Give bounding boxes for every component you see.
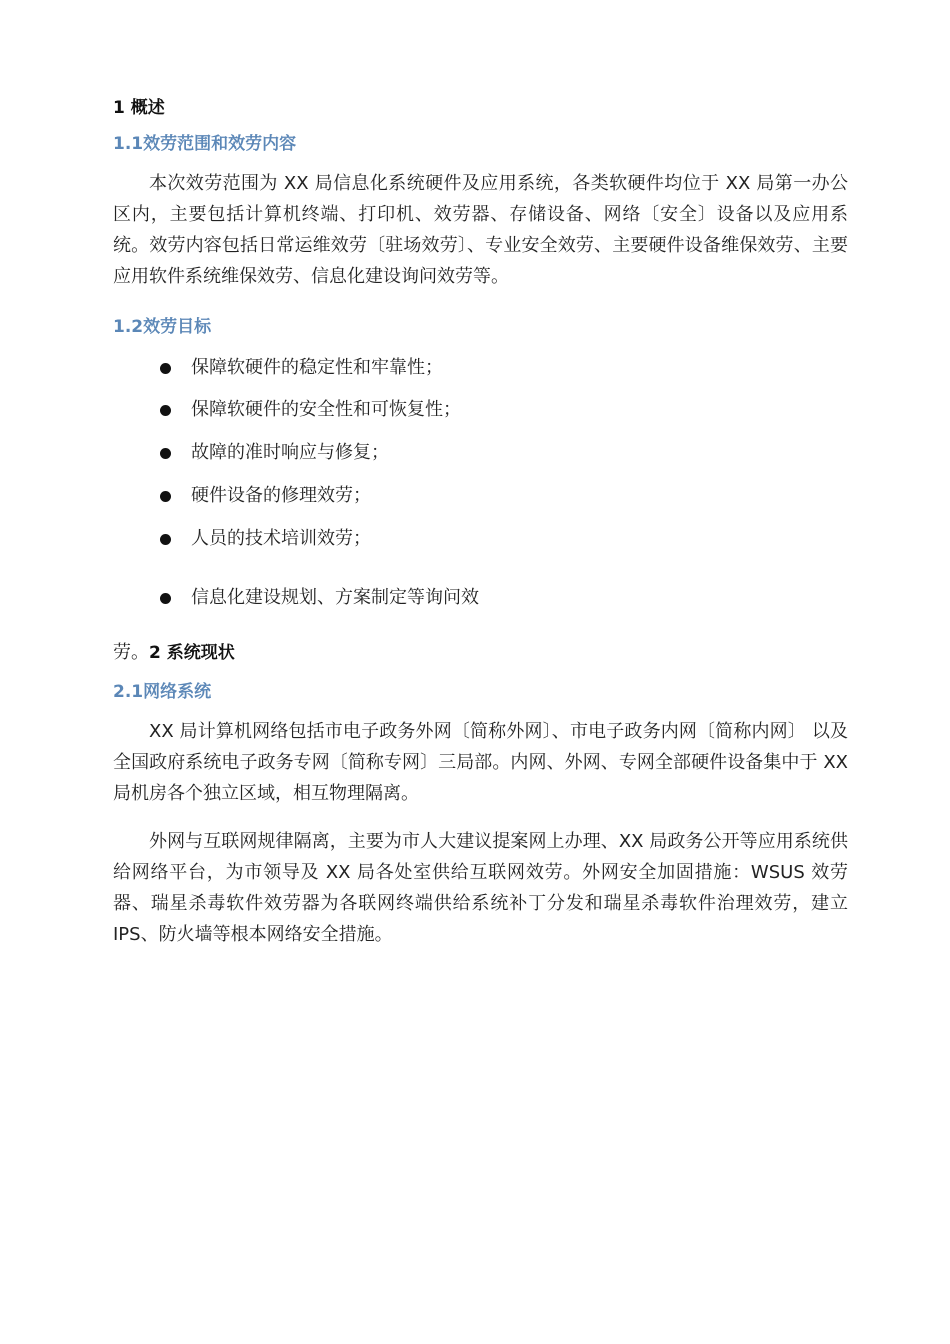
heading-scope: 1.1效劳范围和效劳内容 (113, 134, 297, 154)
heading-goals: 1.2效劳目标 (113, 317, 212, 337)
bullet-icon (160, 363, 171, 374)
heading-system-status: 2 系统现状 (149, 643, 235, 663)
list-item-text: 故障的准时响应与修复； (191, 442, 389, 463)
bullet-icon (160, 534, 171, 545)
paragraph-network-2: 外网与互联网规律隔离，主要为市人大建议提案网上办理、XX 局政务公开等应用系统供给网络平台，为市领导及 XX 局各处室供给互联网效劳。外网安全加固措施：WSUS 效劳器、瑞星杀毒软件效劳器为各联网终端供给系统补丁分发和瑞星杀毒软件治理效劳，建立 IPS、防火墙等根本网络安全措施。 (113, 831, 848, 945)
list-item-text: 人员的技术培训效劳； (191, 528, 371, 549)
list-item-text: 保障软硬件的安全性和可恢复性； (191, 399, 461, 420)
list-item-text: 信息化建设规划、方案制定等询问效 (191, 587, 479, 608)
list-item-text: 硬件设备的修理效劳； (191, 485, 371, 506)
bullet-icon (160, 593, 171, 604)
section2-heading-line (113, 641, 235, 665)
wrapped-text-fragment: 劳。 (113, 642, 149, 663)
heading-overview: 1 概述 (113, 98, 165, 118)
heading-network-system: 2.1网络系统 (113, 682, 212, 702)
bullet-icon (160, 448, 171, 459)
paragraph-scope: 本次效劳范围为 XX 局信息化系统硬件及应用系统，各类软硬件均位于 XX 局第一办公区内，主要包括计算机终端、打印机、效劳器、存储设备、网络〔安全〕设备以及应用系统。效劳内容包括日常运维效劳〔驻场效劳〕、专业安全效劳、主要硬件设备维保效劳、主要应用软件系统维保效劳、信息化建设询问效劳等。 (113, 173, 848, 287)
bullet-icon (160, 491, 171, 502)
paragraph-network-1: XX 局计算机网络包括市电子政务外网〔简称外网〕、市电子政务内网〔简称内网〕 以及全国政府系统电子政务专网〔简称专网〕三局部。内网、外网、专网全部硬件设备集中于 XX 局机房各个独立区域，相互物理隔离。 (113, 721, 848, 804)
list-item-text: 保障软硬件的稳定性和牢靠性； (191, 357, 443, 378)
bullet-icon (160, 405, 171, 416)
